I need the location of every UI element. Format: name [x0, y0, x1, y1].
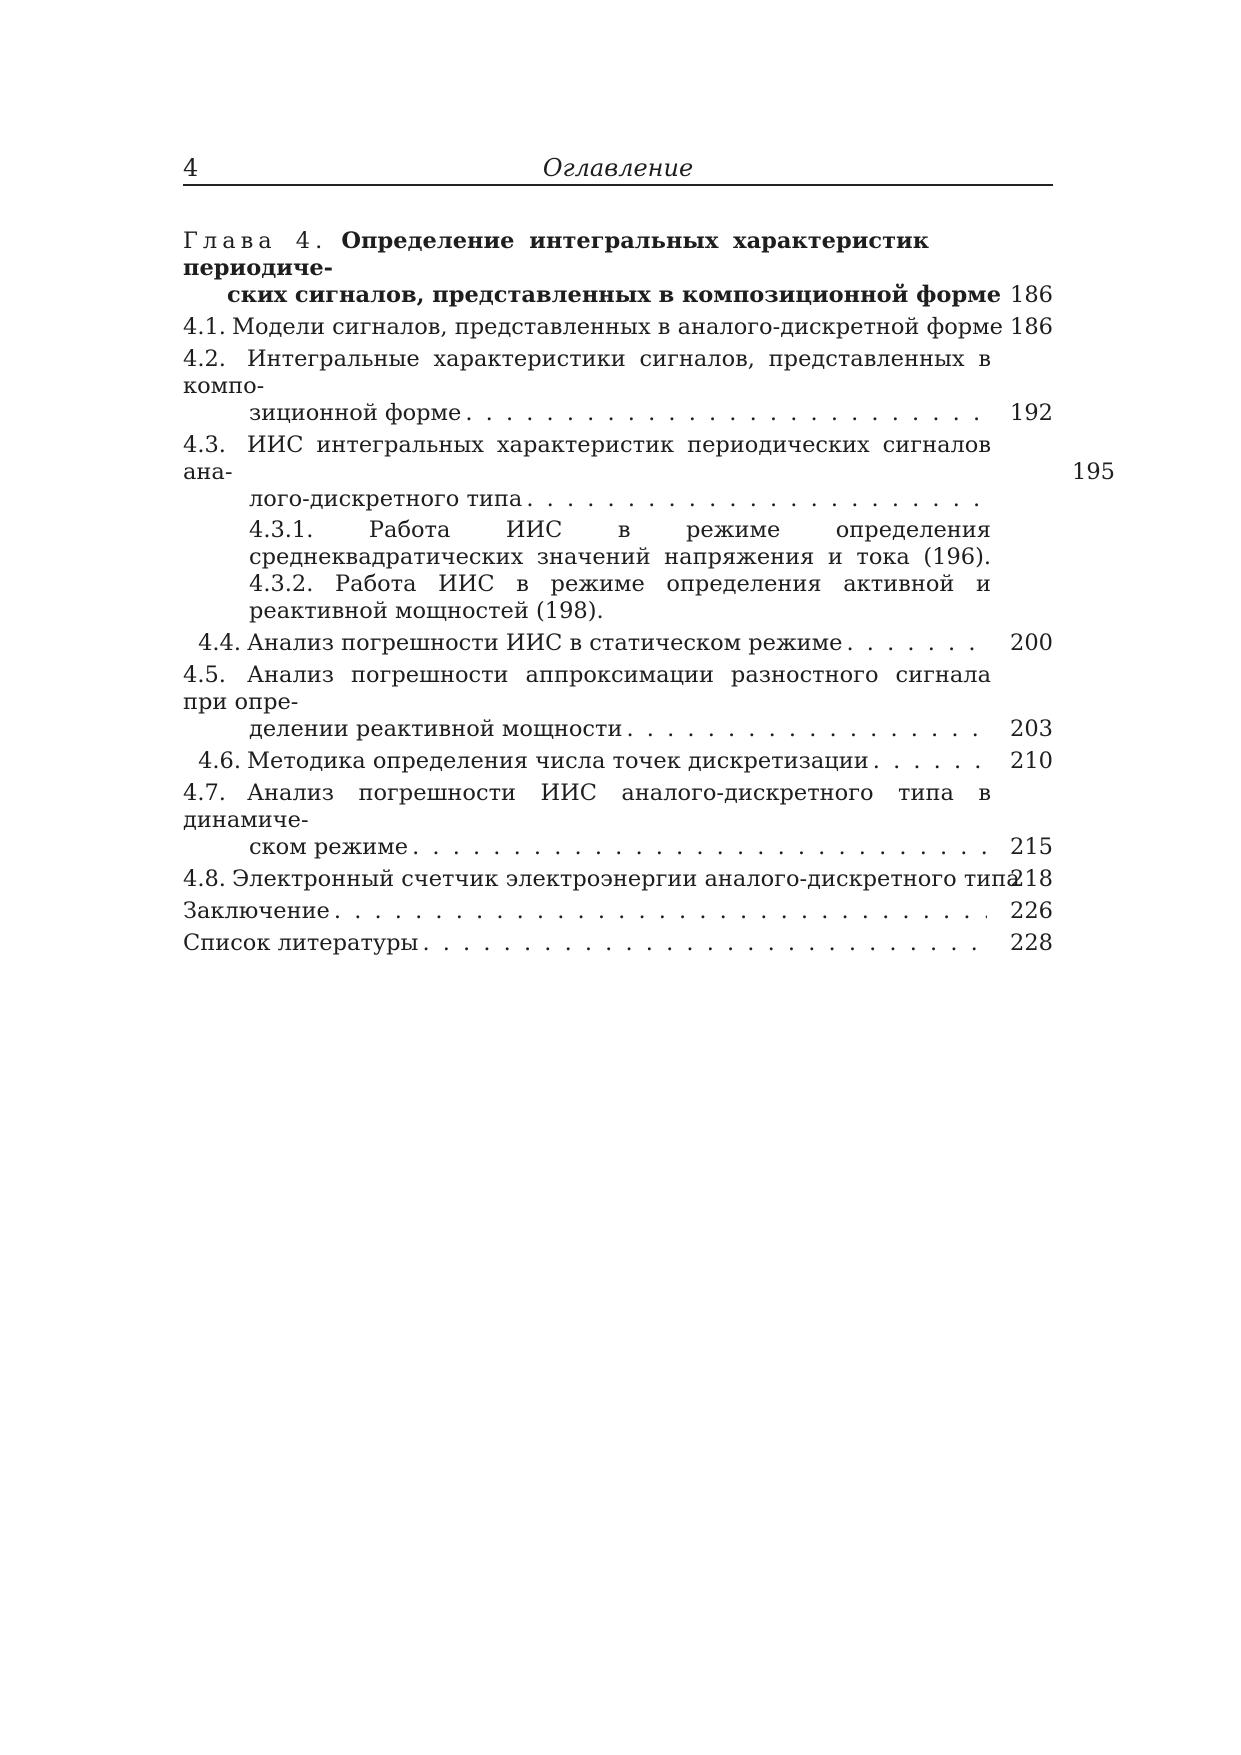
- entry-title: Список литературы: [183, 930, 419, 956]
- toc-section-4-5[interactable]: [183, 662, 1053, 743]
- page-ref: 186: [1010, 282, 1053, 308]
- leader-dots: [626, 716, 987, 743]
- toc-section-4-6[interactable]: [183, 748, 1053, 775]
- toc-section-4-2[interactable]: [183, 346, 1053, 427]
- section-title: Электронный счетчик электроэнергии аналого-дискретного типа: [231, 866, 1020, 892]
- toc-section-4-8[interactable]: [183, 866, 1053, 893]
- page-ref: 186: [1010, 314, 1053, 340]
- section-number: 4.6.: [198, 748, 241, 774]
- page-number: 4: [183, 154, 199, 182]
- page-ref: 195: [1072, 459, 1115, 485]
- toc-chapter-4[interactable]: [183, 228, 1053, 309]
- section-title-cont: зиционной форме: [249, 400, 462, 426]
- leader-dots: [465, 400, 987, 427]
- leader-dots: [873, 748, 987, 775]
- section-title: Методика определения числа точек дискретизации: [247, 748, 869, 774]
- section-number: 4.7.: [183, 780, 226, 806]
- toc-section-4-1[interactable]: [183, 314, 1053, 341]
- leader-dots: [422, 930, 987, 957]
- section-title-cont: лого-дискретного типа: [249, 486, 523, 512]
- section-number: 4.1.: [183, 314, 226, 340]
- subsection-list: 4.3.1. Работа ИИС в режиме определения среднеквадратических значений напряжения и тока (196). 4.3.2. Работа ИИС в режиме определения активной и реактивной мощностей (198).: [249, 517, 991, 624]
- section-title: Модели сигналов, представленных в аналого-дискретной форме: [231, 314, 1003, 340]
- section-number: 4.3.: [183, 432, 226, 458]
- entry-title: Заключение: [183, 898, 330, 924]
- section-title: Анализ погрешности ИИС аналого-дискретного типа в динамиче-: [183, 780, 991, 833]
- page-ref: 228: [1010, 930, 1053, 956]
- running-head: [183, 152, 1053, 186]
- toc-section-4-4[interactable]: [183, 630, 1053, 657]
- leader-dots: [847, 630, 988, 657]
- page-ref: 203: [1010, 716, 1053, 742]
- section-title: Анализ погрешности ИИС в статическом режиме: [247, 630, 843, 656]
- leader-dots: [526, 486, 987, 513]
- section-title: Интегральные характеристики сигналов, представленных в компо-: [183, 346, 991, 399]
- toc-section-4-3[interactable]: [183, 432, 1115, 625]
- page-ref: 226: [1010, 898, 1053, 924]
- toc-section-4-7[interactable]: [183, 780, 1053, 861]
- chapter-lead: Глава 4.: [183, 228, 328, 254]
- page-ref: 192: [1010, 400, 1053, 426]
- page-ref: 210: [1010, 748, 1053, 774]
- toc-conclusion[interactable]: [183, 898, 1053, 925]
- section-title-cont: делении реактивной мощности: [249, 716, 623, 742]
- page-ref: 200: [1010, 630, 1053, 656]
- chapter-title-line1: Глава 4. Определение интегральных характеристик периодиче-: [183, 228, 929, 281]
- chapter-title-line2: ских сигналов, представленных в композиционной форме: [227, 282, 1002, 308]
- section-title: ИИС интегральных характеристик периодических сигналов ана-: [183, 432, 991, 485]
- toc-bibliography[interactable]: [183, 930, 1053, 957]
- section-title-cont: ском режиме: [249, 834, 409, 860]
- running-title: Оглавление: [542, 154, 694, 182]
- table-of-contents: [183, 228, 1115, 962]
- section-number: 4.8.: [183, 866, 226, 892]
- section-number: 4.2.: [183, 346, 226, 372]
- page-ref: 215: [1010, 834, 1053, 860]
- leader-dots: [412, 834, 987, 861]
- section-number: 4.4.: [198, 630, 241, 656]
- leader-dots: [334, 898, 987, 925]
- section-number: 4.5.: [183, 662, 226, 688]
- section-title: Анализ погрешности аппроксимации разностного сигнала при опре-: [183, 662, 991, 715]
- page-ref: 218: [1010, 866, 1053, 892]
